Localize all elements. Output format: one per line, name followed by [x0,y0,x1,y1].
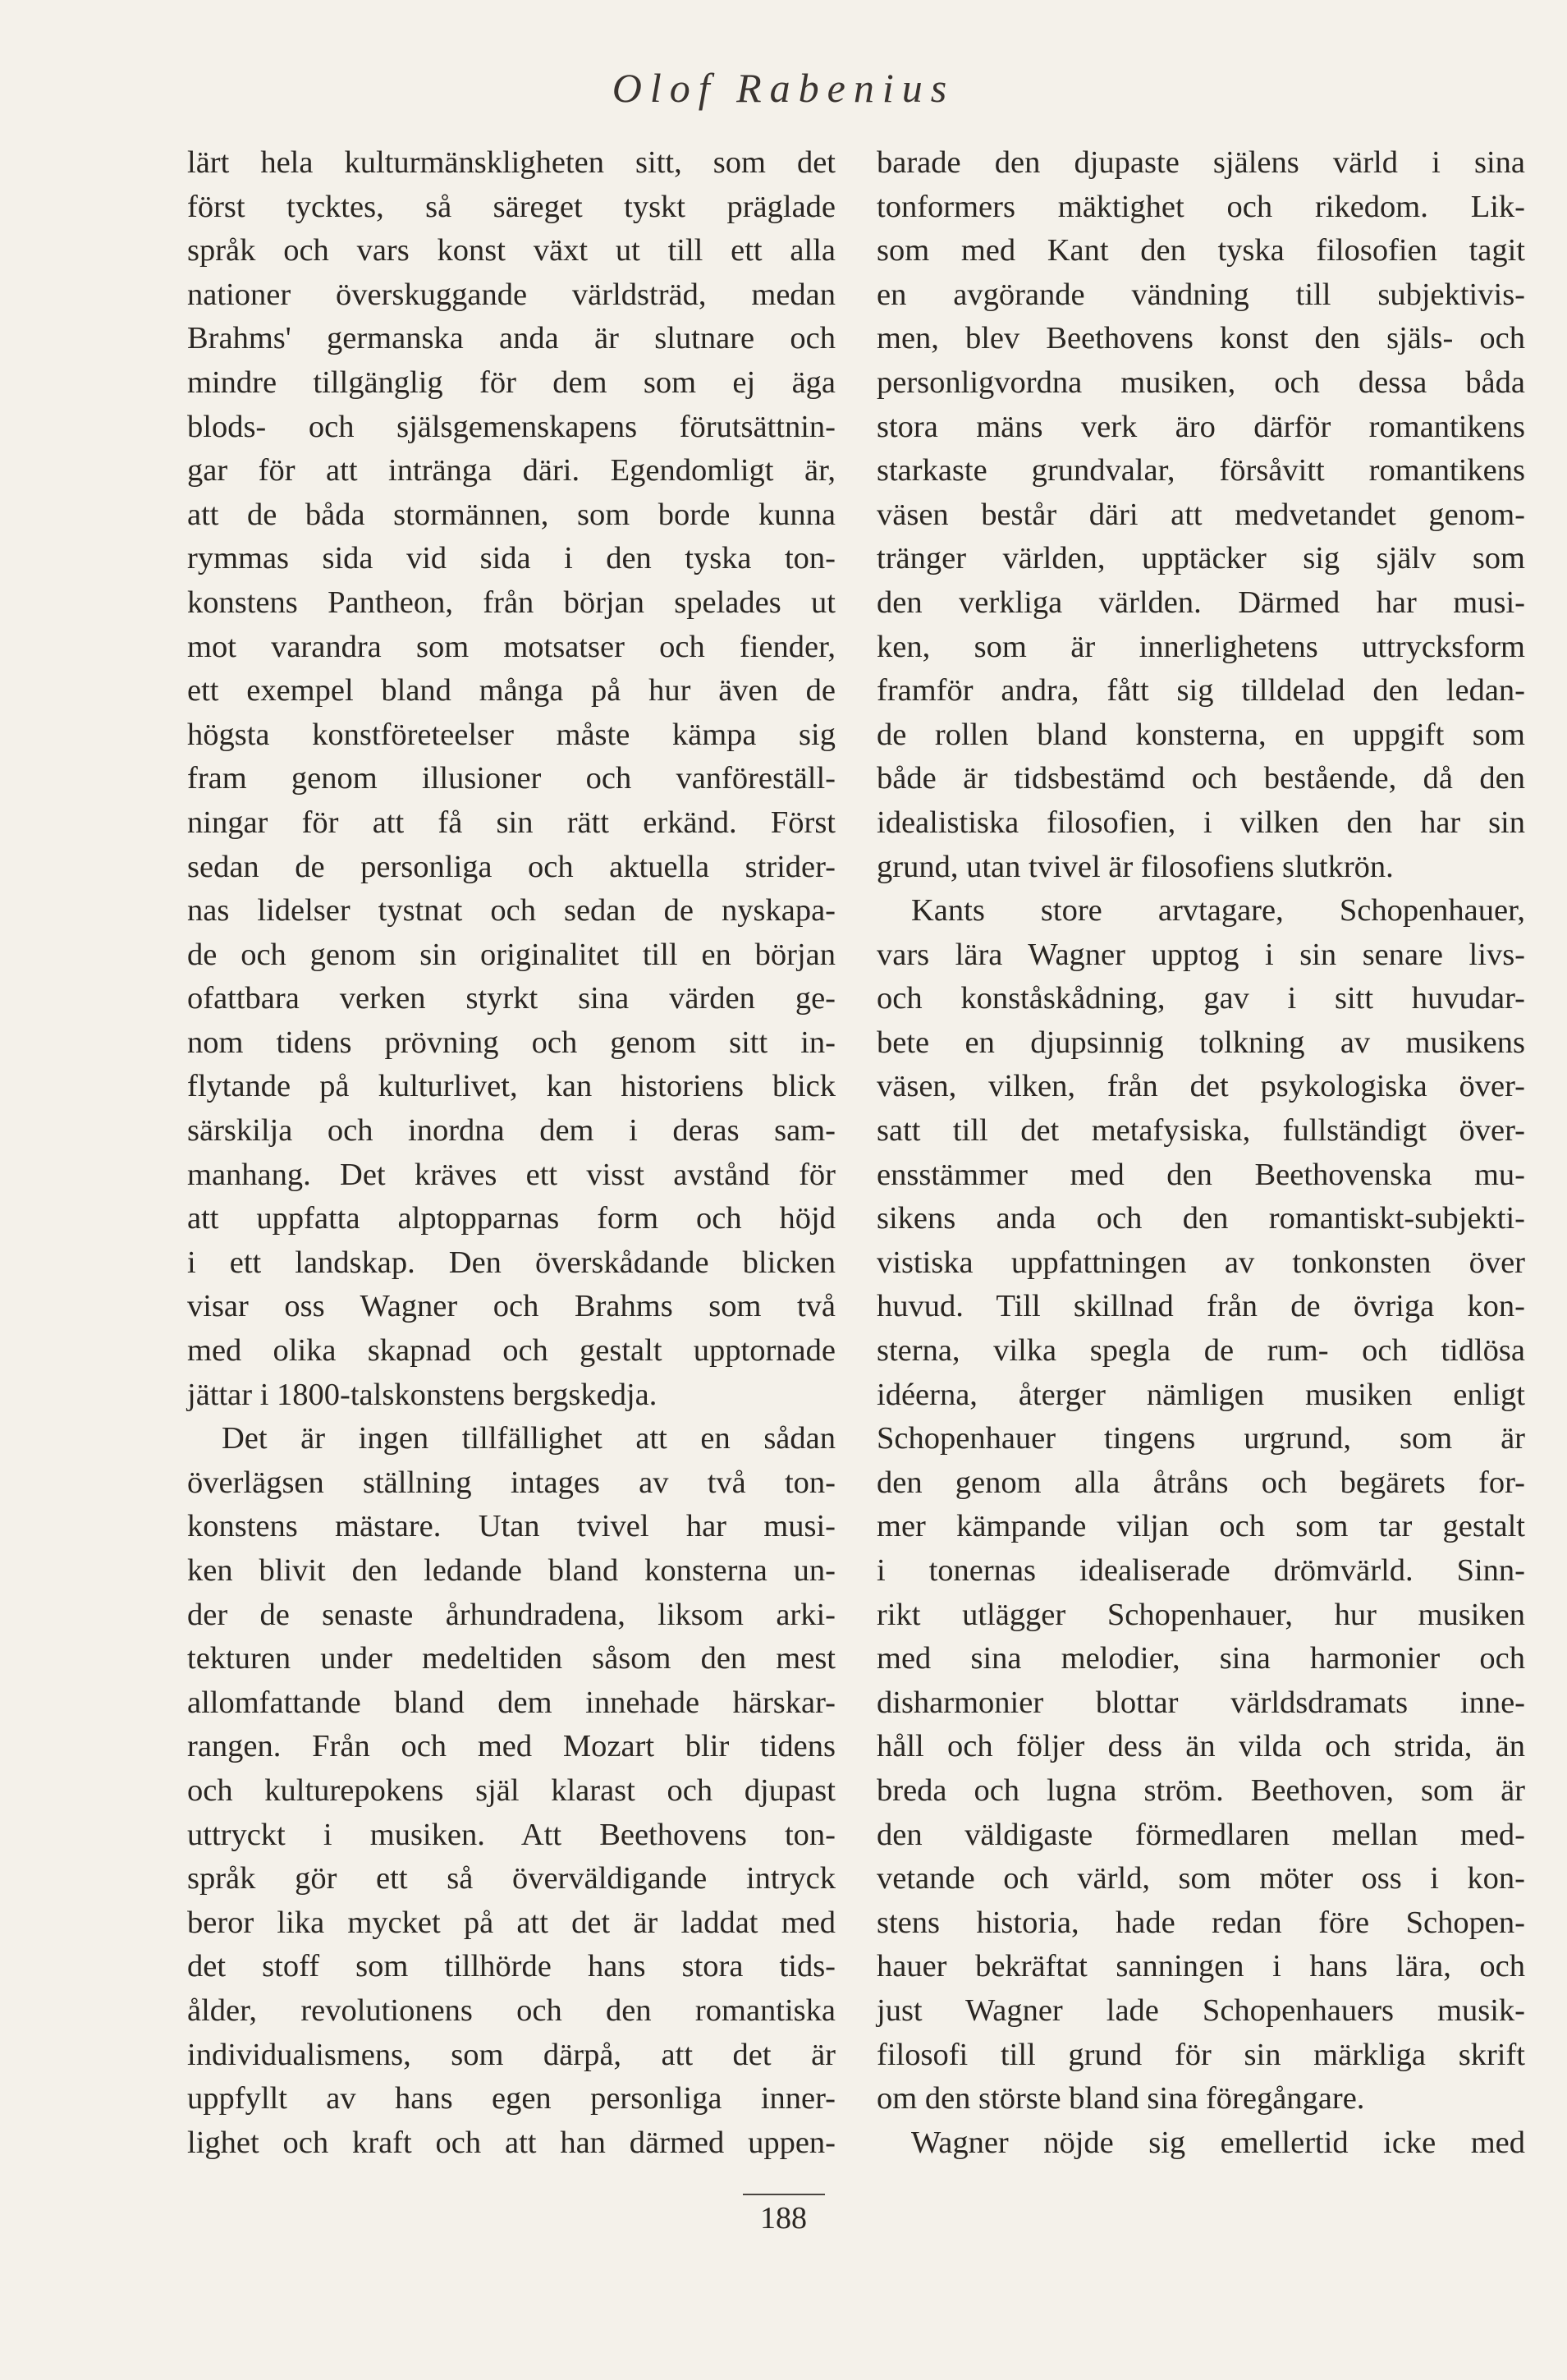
text-line: håll och följer dess än vilda och strida, än [877,1729,1525,1764]
text-line: ålder, revolutionens och den romantiska [187,1993,836,2028]
text-line: den genom alla åtråns och begärets for- [877,1465,1525,1500]
text-line: nom tidens prövning och genom sitt in- [187,1025,836,1060]
text-line: disharmonier blottar världsdramats inne- [877,1685,1525,1720]
text-line: men, blev Beethovens konst den själs- och [877,321,1525,356]
text-line: manhang. Det kräves ett visst avstånd för [187,1157,836,1192]
page-footer [0,2194,1567,2236]
text-line: der de senaste århundradena, liksom arki- [187,1597,836,1632]
text-line: breda och lugna ström. Beethoven, som är [877,1772,1525,1808]
text-line: i ett landskap. Den överskådande blicken [187,1245,836,1280]
text-line: med olika skapnad och gestalt upptornade [187,1333,836,1369]
text-line: sikens anda och den romantiskt-subjekti- [877,1201,1525,1236]
text-line: huvud. Till skillnad från de övriga kon- [877,1289,1525,1324]
text-line: väsen, vilken, från det psykologiska över- [877,1069,1525,1104]
text-line: i tonernas idealiserade drömvärld. Sinn- [877,1553,1525,1588]
text-line: särskilja och inordna dem i deras sam- [187,1113,836,1149]
text-line: språk gör ett så överväldigande intryck [187,1861,836,1896]
text-line: ken blivit den ledande bland konsterna un- [187,1553,836,1588]
text-line: vetande och värld, som möter oss i kon- [877,1861,1525,1896]
text-line: väsen består däri att medvetandet genom- [877,497,1525,532]
text-line: konstens mästare. Utan tvivel har musi- [187,1509,836,1544]
text-line: överlägsen ställning intages av två ton- [187,1465,836,1500]
text-line: konstens Pantheon, från början spelades ut [187,585,836,620]
text-line: barade den djupaste själens värld i sina [877,145,1525,180]
text-line: idealistiska filosofien, i vilken den har sin [877,805,1525,840]
text-line: de och genom sin originalitet till en början [187,937,836,972]
text-line: sedan de personliga och aktuella strider- [187,849,836,884]
text-line: mindre tillgänglig för dem som ej äga [187,365,836,400]
page-number: 188 [760,2201,807,2236]
text-line: filosofi till grund för sin märkliga skrift [877,2037,1525,2072]
text-line: jättar i 1800-talskonstens bergskedja. [187,1377,657,1412]
text-line: den väldigaste förmedlaren mellan med- [877,1817,1525,1852]
text-line: det stoff som tillhörde hans stora tids- [187,1949,836,1984]
text-line: nationer överskuggande världsträd, medan [187,277,836,312]
text-line: blods- och själsgemenskapens förutsättnin- [187,409,836,444]
text-line: den verkliga världen. Därmed har musi- [877,585,1525,620]
text-line: rikt utlägger Schopenhauer, hur musiken [877,1597,1525,1632]
text-line: stens historia, hade redan före Schopen- [877,1905,1525,1940]
text-line: rangen. Från och med Mozart blir tidens [187,1729,836,1764]
text-line: vars lära Wagner upptog i sin senare livs- [877,937,1525,972]
text-line: en avgörande vändning till subjektivis- [877,277,1525,312]
text-line: lighet och kraft och att han därmed uppen- [187,2125,836,2160]
text-line: flytande på kulturlivet, kan historiens blick [187,1069,836,1104]
text-line: personligvordna musiken, och dessa båda [877,365,1525,400]
text-line: uttryckt i musiken. Att Beethovens ton- [187,1817,836,1852]
right-column [877,141,1525,2165]
text-line: om den störste bland sina föregångare. [877,2081,1365,2116]
text-line: tränger världen, upptäcker sig själv som [877,541,1525,576]
text-line: just Wagner lade Schopenhauers musik- [877,1993,1525,2028]
text-line: starkaste grundvalar, försåvitt romantikens [877,453,1525,488]
text-line: idéerna, återger nämligen musiken enligt [877,1377,1525,1412]
text-line: visar oss Wagner och Brahms som två [187,1289,836,1324]
text-line: både är tidsbestämd och bestående, då den [877,761,1525,796]
text-line: först tycktes, så säreget tyskt präglade [187,189,836,224]
text-line: framför andra, fått sig tilldelad den ledan- [877,673,1525,708]
text-line: stora mäns verk äro därför romantikens [877,409,1525,444]
text-line: ningar för att få sin rätt erkänd. Först [187,805,836,840]
text-line: allomfattande bland dem innehade härskar- [187,1685,836,1720]
text-line: att de båda stormännen, som borde kunna [187,497,836,532]
text-line: grund, utan tvivel är filosofiens slutkrön. [877,849,1394,884]
text-line: högsta konstföreteelser måste kämpa sig [187,717,836,752]
text-line: bete en djupsinnig tolkning av musikens [877,1025,1525,1060]
text-line: beror lika mycket på att det är laddat med [187,1905,836,1940]
text-line: att uppfatta alptopparnas form och höjd [187,1201,836,1236]
text-line: som med Kant den tyska filosofien tagit [877,233,1525,268]
text-line: rymmas sida vid sida i den tyska ton- [187,541,836,576]
paragraph-start-line: Kants store arvtagare, Schopenhauer, [911,893,1525,929]
folio-rule [743,2194,825,2195]
text-line: språk och vars konst växt ut till ett alla [187,233,836,268]
left-column [187,141,836,2165]
text-line: satt till det metafysiska, fullständigt över- [877,1113,1525,1149]
text-line: Schopenhauer tingens urgrund, som är [877,1421,1525,1456]
text-line: uppfyllt av hans egen personliga inner- [187,2081,836,2116]
paragraph-start-line: Det är ingen tillfällighet att en sådan [222,1421,836,1456]
text-line: ken, som är innerlighetens uttrycksform [877,629,1525,664]
text-line: tonformers mäktighet och rikedom. Lik- [877,189,1525,224]
text-line: lärt hela kulturmänskligheten sitt, som det [187,145,836,180]
text-line: mer kämpande viljan och som tar gestalt [877,1509,1525,1544]
text-line: nas lidelser tystnat och sedan de nyskapa- [187,893,836,929]
text-line: vistiska uppfattningen av tonkonsten över [877,1245,1525,1280]
text-line: och konståskådning, gav i sitt huvudar- [877,981,1525,1016]
text-line: ensstämmer med den Beethovenska mu- [877,1157,1525,1192]
text-line: ett exempel bland många på hur även de [187,673,836,708]
paragraph-start-line: Wagner nöjde sig emellertid icke med [911,2125,1525,2160]
text-line: med sina melodier, sina harmonier och [877,1641,1525,1676]
running-head: Olof Rabenius [612,65,955,111]
text-line: och kulturepokens själ klarast och djupast [187,1772,836,1808]
text-line: mot varandra som motsatser och fiender, [187,629,836,664]
text-line: gar för att intränga däri. Egendomligt är, [187,453,836,488]
text-line: ofattbara verken styrkt sina värden ge- [187,981,836,1016]
text-line: Brahms' germanska anda är slutnare och [187,321,836,356]
text-line: hauer bekräftat sanningen i hans lära, och [877,1949,1525,1984]
text-line: sterna, vilka spegla de rum- och tidlösa [877,1333,1525,1369]
text-line: individualismens, som därpå, att det är [187,2037,836,2072]
text-line: fram genom illusioner och vanföreställ- [187,761,836,796]
text-line: tekturen under medeltiden såsom den mest [187,1641,836,1676]
text-line: de rollen bland konsterna, en uppgift som [877,717,1525,752]
